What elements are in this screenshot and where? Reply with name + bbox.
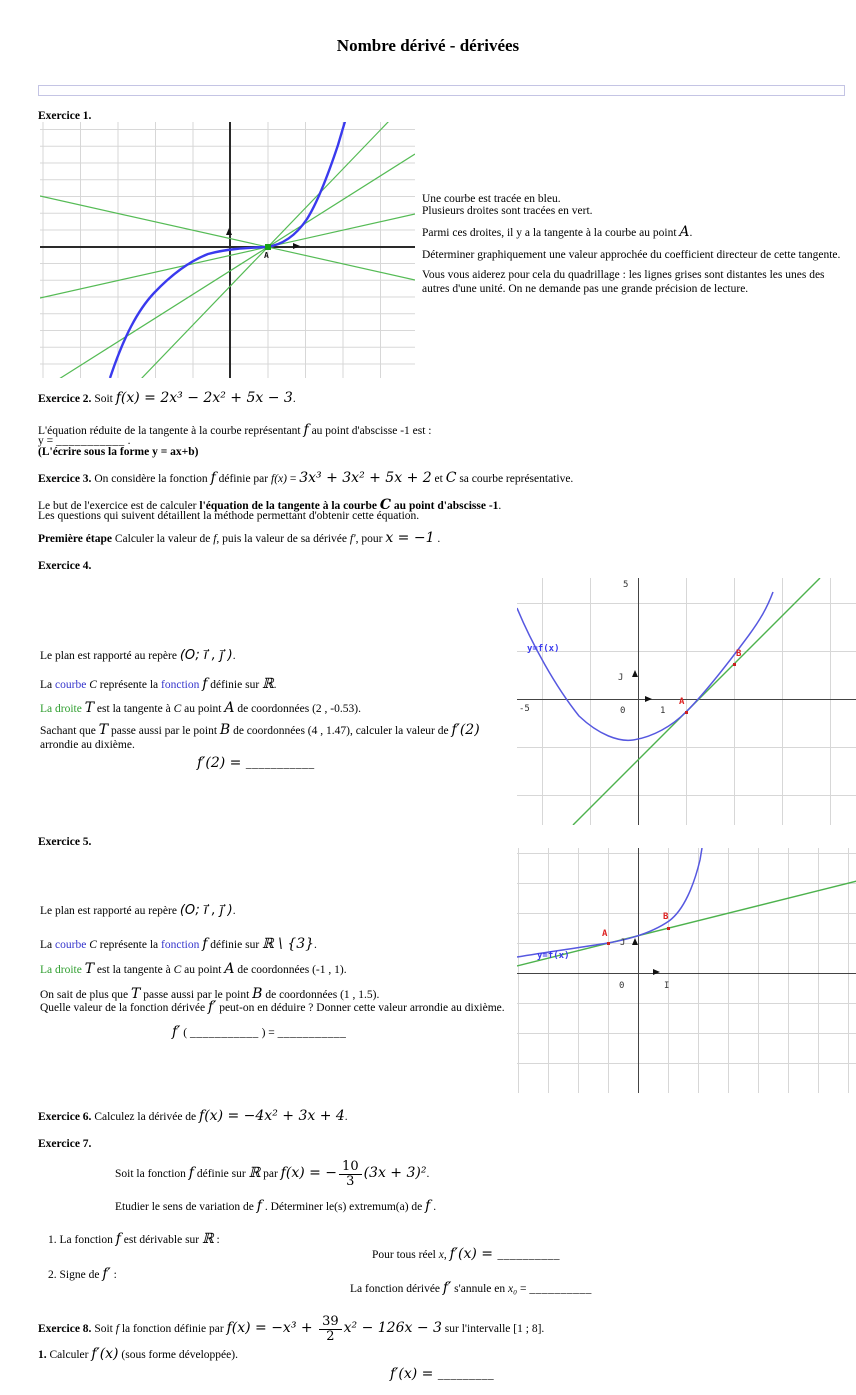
ex2-heading: Exercice 2. Soit f(x) = 2x³ − 2x² + 5x − 3. bbox=[38, 390, 296, 406]
ex5-answer-line: f′ ( ___________ ) = ___________ bbox=[172, 1024, 347, 1040]
header-empty-box bbox=[38, 85, 845, 96]
ex4-origin-label: 0 bbox=[620, 706, 626, 716]
ex7-function-line: Soit la fonction f définie sur ℝ par f(x) = − $\frac{10}{3}$ (3x + 3)². bbox=[115, 1159, 430, 1189]
ex1-line-3: Parmi ces droites, il y a la tangente à la courbe au point A. bbox=[422, 224, 693, 240]
ex8-item-1: 1. Calculer f′(x) (sous forme développée). bbox=[38, 1346, 238, 1362]
ex5-curve-label: y=f(x) bbox=[537, 951, 570, 961]
ex5-answer-blank-x[interactable]: ___________ bbox=[189, 1027, 259, 1039]
ex7-label: Exercice 7. bbox=[38, 1138, 92, 1150]
ex5-unit-vector-i-arrow-icon bbox=[653, 969, 660, 975]
ex4-label: Exercice 4. bbox=[38, 560, 92, 572]
ex4-line-2: La courbe C représente la fonction f définie sur ℝ. bbox=[40, 676, 277, 692]
ex5-origin-label: 0 bbox=[619, 981, 625, 991]
ex8-answer-line: f′(x) = _________ bbox=[390, 1366, 495, 1382]
ex4-line-4: Sachant que T passe aussi par le point B de coordonnées (4 , 1.47), calculer la valeur de f′(2) arrondie au dixième. bbox=[40, 722, 480, 751]
ex3-line-2: Les questions qui suivent détaillent la méthode permettant d'obtenir cette équation. bbox=[38, 510, 420, 522]
ex8-heading: Exercice 8. Soit f la fonction définie par f(x) = −x³ + $\frac{39}{2}$ x² − 126x − 3 sur l'intervalle [1 ; 8]. bbox=[38, 1314, 545, 1344]
ex5-j-label: J bbox=[620, 938, 626, 948]
ex2-line-1: L'équation réduite de la tangente à la courbe représentant f au point d'abscisse -1 est : bbox=[38, 422, 432, 438]
ex1-line-1: Une courbe est tracée en bleu. bbox=[422, 193, 561, 205]
ex1-curves-svg bbox=[40, 122, 415, 378]
ex7-x0-blank[interactable]: __________ bbox=[529, 1283, 592, 1295]
ex4-point-B-marker bbox=[733, 663, 736, 666]
ex7-task-line: Etudier le sens de variation de f . Déterminer le(s) extremum(a) de f . bbox=[115, 1198, 437, 1214]
ex4-function-curve bbox=[517, 592, 773, 740]
ex5-line-4: On sait de plus que T passe aussi par le point B de coordonnées (1 , 1.5). bbox=[40, 986, 380, 1002]
ex3-line-1: Le but de l'exercice est de calculer l'équation de la tangente à la courbe C au point d'abscisse -1. bbox=[38, 497, 502, 513]
ex7-item-2-answer: La fonction dérivée f′ s'annule en x₀ = __________ bbox=[350, 1280, 592, 1296]
ex5-point-B-marker bbox=[667, 927, 670, 930]
ex4-graph bbox=[517, 578, 856, 825]
ex5-graph bbox=[517, 848, 856, 1093]
ex1-line-5: Vous vous aiderez pour cela du quadrillage : les lignes grises sont distantes les unes des autres d'une unité. On ne demande pas une grande précision de lecture. bbox=[422, 269, 825, 295]
ex7-item-1: 1. La fonction f est dérivable sur ℝ : bbox=[48, 1231, 220, 1247]
ex1-point-A-marker bbox=[265, 244, 271, 250]
ex5-point-B-label: B bbox=[663, 912, 669, 922]
unit-vector-j-arrow-icon bbox=[226, 228, 232, 235]
ex4-xtick-1: 1 bbox=[660, 706, 666, 716]
ex4-point-B-label: B bbox=[736, 649, 742, 659]
ex4-ytick-5: 5 bbox=[623, 580, 629, 590]
ex4-point-A-label: A bbox=[679, 697, 685, 707]
ex5-answer-blank-value[interactable]: ___________ bbox=[277, 1027, 347, 1039]
ex3-heading: Exercice 3. On considère la fonction f définie par f(x) = 3x³ + 3x² + 5x + 2 et C sa courbe représentative. bbox=[38, 470, 574, 486]
ex5-point-A-marker bbox=[607, 942, 610, 945]
ex2-answer-line: y = ___________ . bbox=[38, 435, 131, 447]
ex2-note: (L'écrire sous la forme y = ax+b) bbox=[38, 446, 199, 458]
ex1-blue-curve bbox=[110, 122, 346, 378]
ex4-line-3: La droite T est la tangente à C au point A de coordonnées (2 , -0.53). bbox=[40, 700, 361, 716]
ex1-line-4: Déterminer graphiquement une valeur approchée du coefficient directeur de cette tangente. bbox=[422, 249, 841, 261]
ex1-line-2: Plusieurs droites sont tracées en vert. bbox=[422, 205, 593, 217]
ex5-line-5: Quelle valeur de la fonction dérivée f′ peut-on en déduire ? Donner cette valeur arrondie au dixième. bbox=[40, 999, 505, 1015]
ex4-curve-label: y=f(x) bbox=[527, 644, 560, 654]
ex3-first-step: Première étape Calculer la valeur de f, puis la valeur de sa dérivée f′, pour x = −1 . bbox=[38, 530, 441, 546]
ex1-graph bbox=[40, 122, 415, 378]
ex4-point-A-marker bbox=[685, 711, 688, 714]
ex5-line-1: Le plan est rapporté au repère (O; ı⃗ , ȷ⃗ ). bbox=[40, 903, 236, 918]
ex5-line-3: La droite T est la tangente à C au point A de coordonnées (-1 , 1). bbox=[40, 961, 347, 977]
ex5-line-2: La courbe C représente la fonction f définie sur ℝ \ {3}. bbox=[40, 936, 317, 952]
ex8-answer-blank[interactable]: _________ bbox=[437, 1369, 495, 1381]
ex2-answer-blank[interactable]: ___________ bbox=[56, 435, 125, 447]
ex4-answer-blank[interactable]: ___________ bbox=[245, 758, 315, 770]
ex7-item-1-answer: Pour tous réel x, f′(x) = __________ bbox=[372, 1246, 560, 1262]
ex1-label: Exercice 1. bbox=[38, 110, 92, 122]
ex5-xtick-I: I bbox=[664, 981, 670, 991]
ex5-unit-vector-j-arrow-icon bbox=[632, 938, 638, 945]
ex4-line-1: Le plan est rapporté au repère (O; ı⃗ , ȷ⃗ ). bbox=[40, 648, 236, 663]
ex4-unit-vector-j-arrow-icon bbox=[632, 670, 638, 677]
ex1-point-A-label: A bbox=[264, 251, 269, 260]
ex4-j-label: J bbox=[618, 673, 624, 683]
ex5-point-A-label: A bbox=[602, 929, 608, 939]
ex4-answer-line: f′(2) = ___________ bbox=[197, 755, 315, 771]
ex4-curves-svg bbox=[517, 578, 856, 825]
unit-vector-i-arrow-icon bbox=[293, 243, 300, 249]
fraction: $\frac{10}{3}$ bbox=[339, 1160, 362, 1188]
ex4-unit-vector-i-arrow-icon bbox=[645, 696, 652, 702]
ex5-function-curve bbox=[517, 848, 702, 957]
fraction: $\frac{39}{2}$ bbox=[319, 1315, 342, 1343]
ex6-heading: Exercice 6. Calculez la dérivée de f(x) = −4x² + 3x + 4. bbox=[38, 1108, 348, 1124]
ex7-item-2: 2. Signe de f′ : bbox=[48, 1266, 117, 1282]
ex5-label: Exercice 5. bbox=[38, 836, 92, 848]
page-title: Nombre dérivé - dérivées bbox=[336, 36, 520, 55]
ex7-derivative-blank[interactable]: __________ bbox=[497, 1249, 560, 1261]
ex4-xtick-minus5: -5 bbox=[519, 704, 530, 714]
ex5-curves-svg bbox=[517, 848, 856, 1093]
